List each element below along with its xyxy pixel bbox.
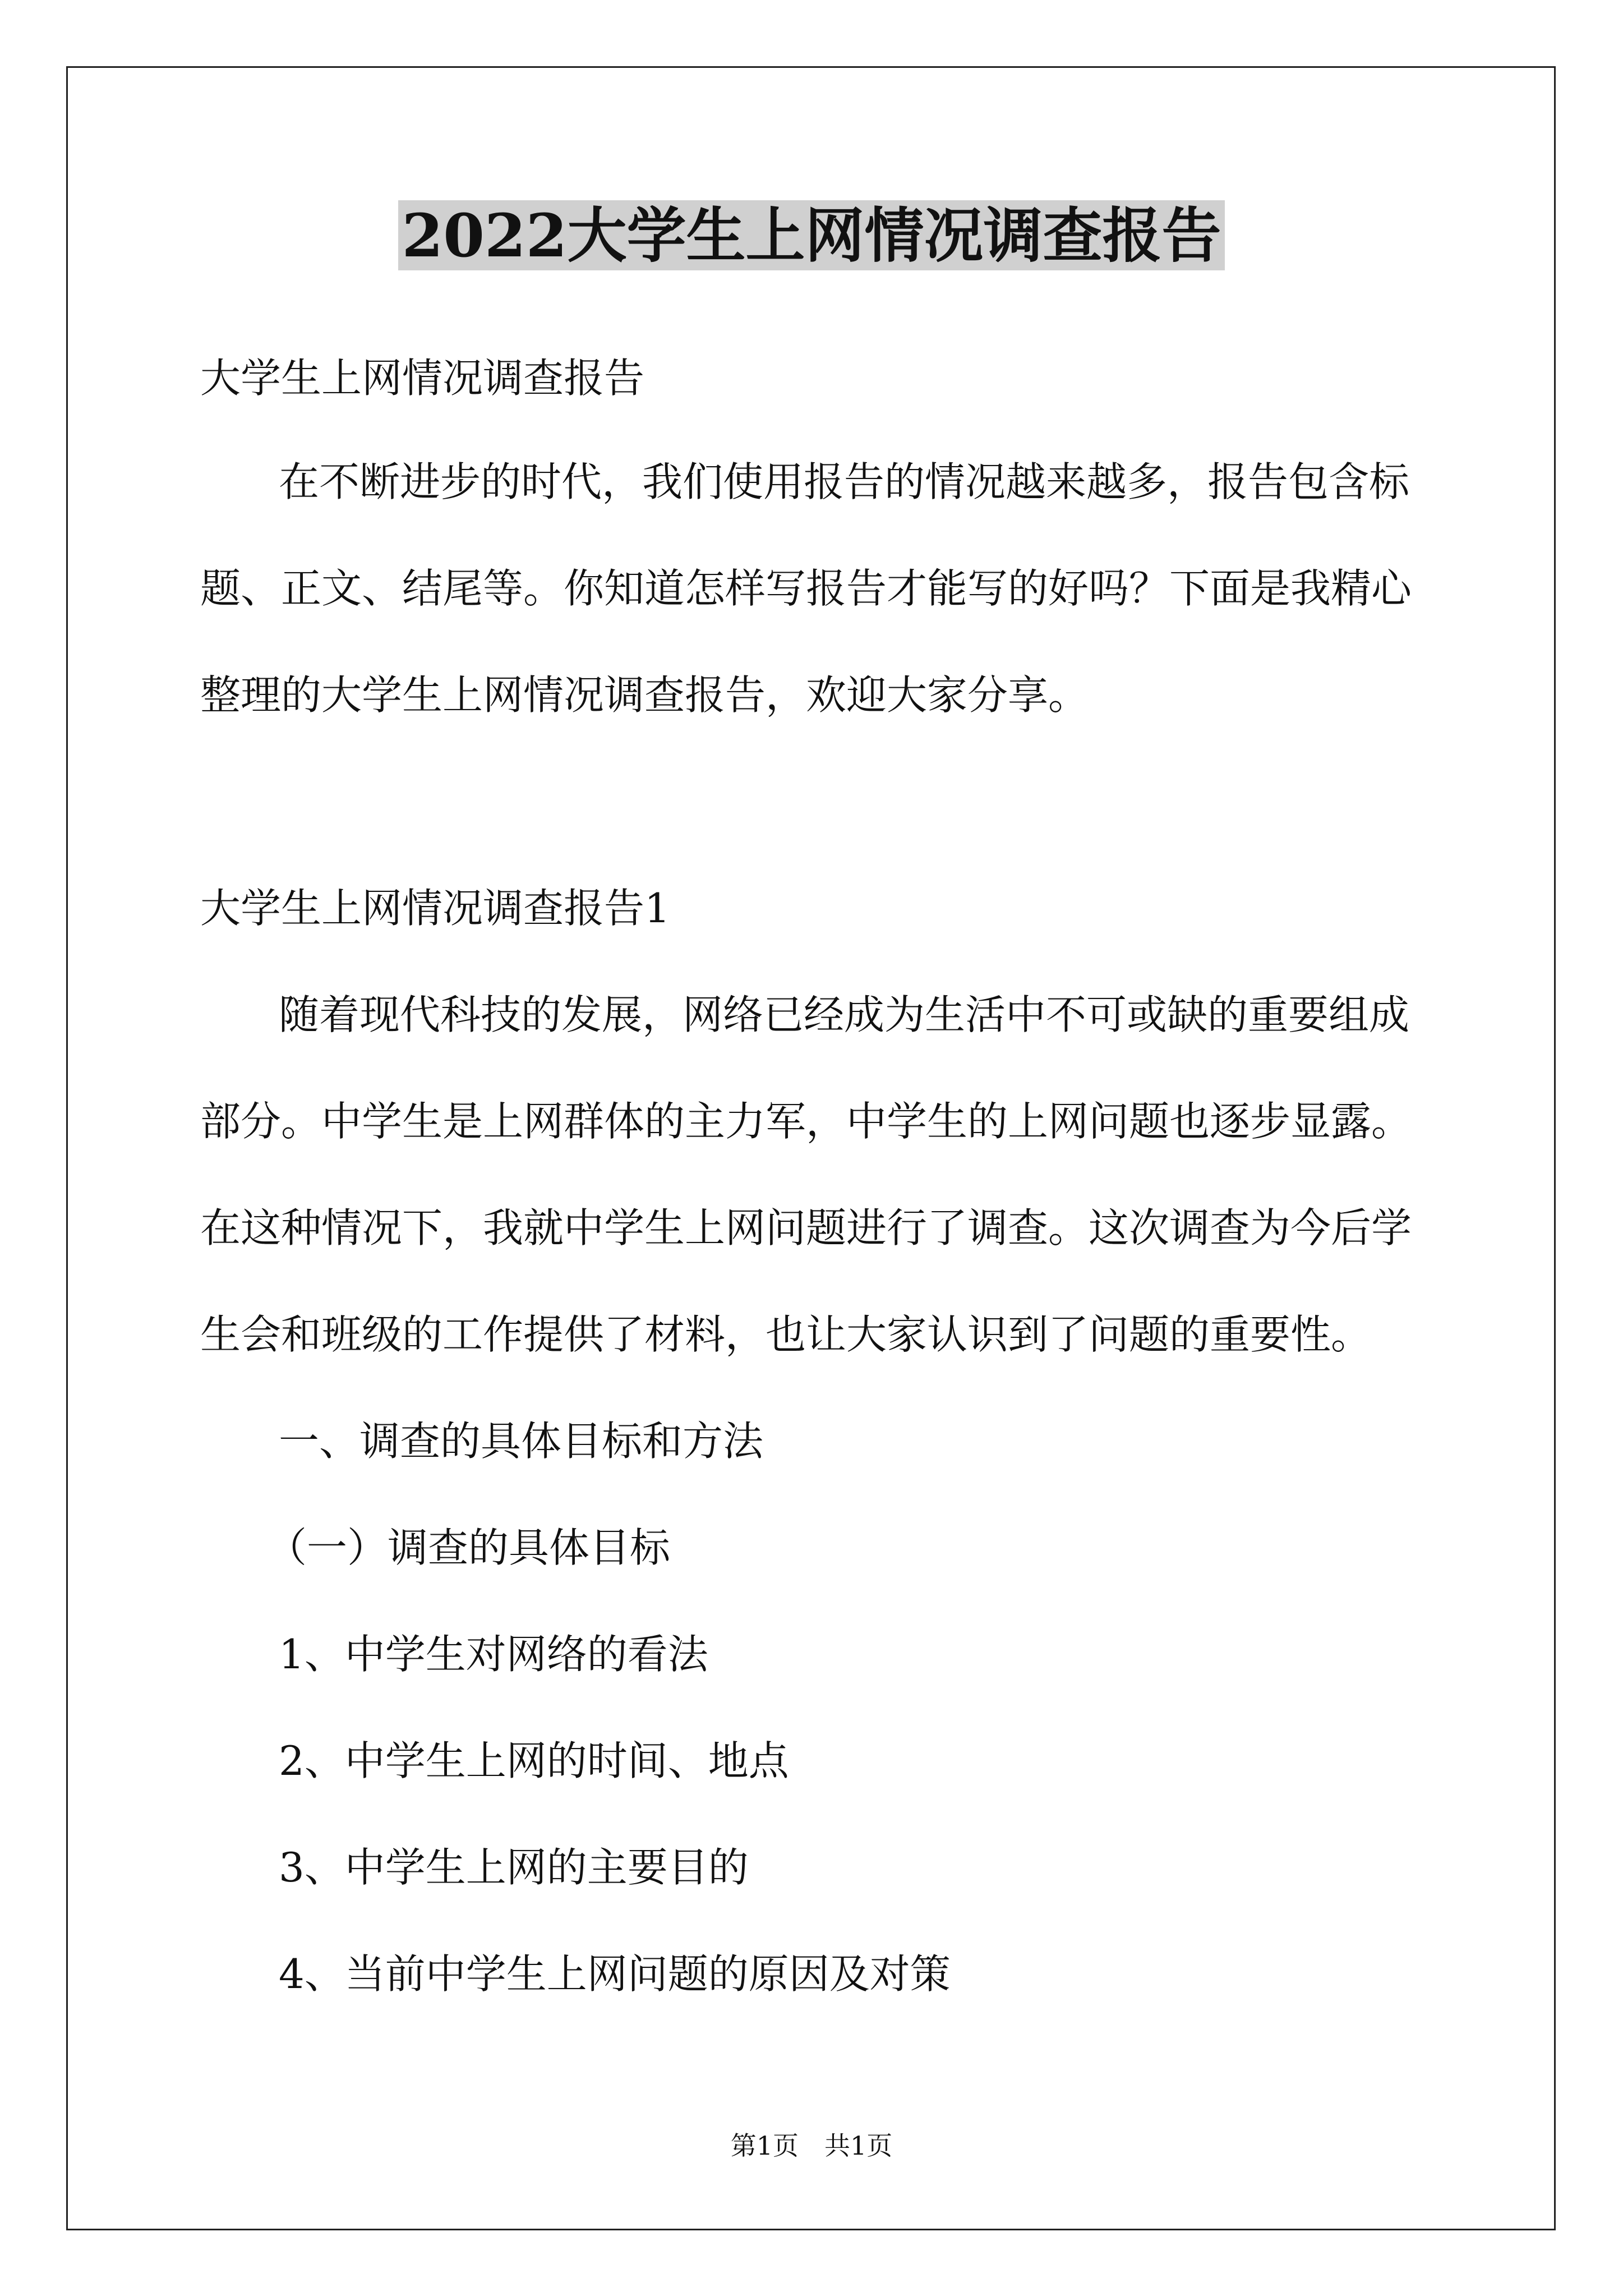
list-item-4: 4、当前中学生上网问题的原因及对策 [279,1950,951,1998]
list-item-3: 3、中学生上网的主要目的 [279,1844,749,1891]
list-item-2: 2、中学生上网的时间、地点 [279,1737,789,1784]
heading-2: （一）调查的具体目标 [266,1524,671,1571]
document-title-text: 2022大学生上网情况调查报告 [398,200,1224,270]
intro-line-3: 整理的大学生上网情况调查报告，欢迎大家分享。 [200,671,1089,719]
page-footer: 第1页 共1页 [730,2131,893,2161]
intro-line-1: 在不断进步的时代，我们使用报告的情况越来越多，报告包含标 [279,458,1410,505]
body-line-1: 随着现代科技的发展，网络已经成为生活中不可或缺的重要组成 [279,991,1410,1038]
body-line-3: 在这种情况下，我就中学生上网问题进行了调查。这次调查为今后学 [200,1204,1412,1251]
document-subtitle: 大学生上网情况调查报告 [200,355,645,402]
body-line-2: 部分。中学生是上网群体的主力军，中学生的上网问题也逐步显露。 [200,1098,1412,1145]
heading-1: 一、调查的具体目标和方法 [279,1418,764,1465]
body-line-4: 生会和班级的工作提供了材料，也让大家认识到了问题的重要性。 [200,1311,1372,1358]
intro-line-2: 题、正文、结尾等。你知道怎样写报告才能写的好吗？下面是我精心 [200,565,1412,612]
document-title [0,199,1623,272]
list-item-1: 1、中学生对网络的看法 [279,1631,708,1678]
section-title: 大学生上网情况调查报告1 [200,885,670,932]
